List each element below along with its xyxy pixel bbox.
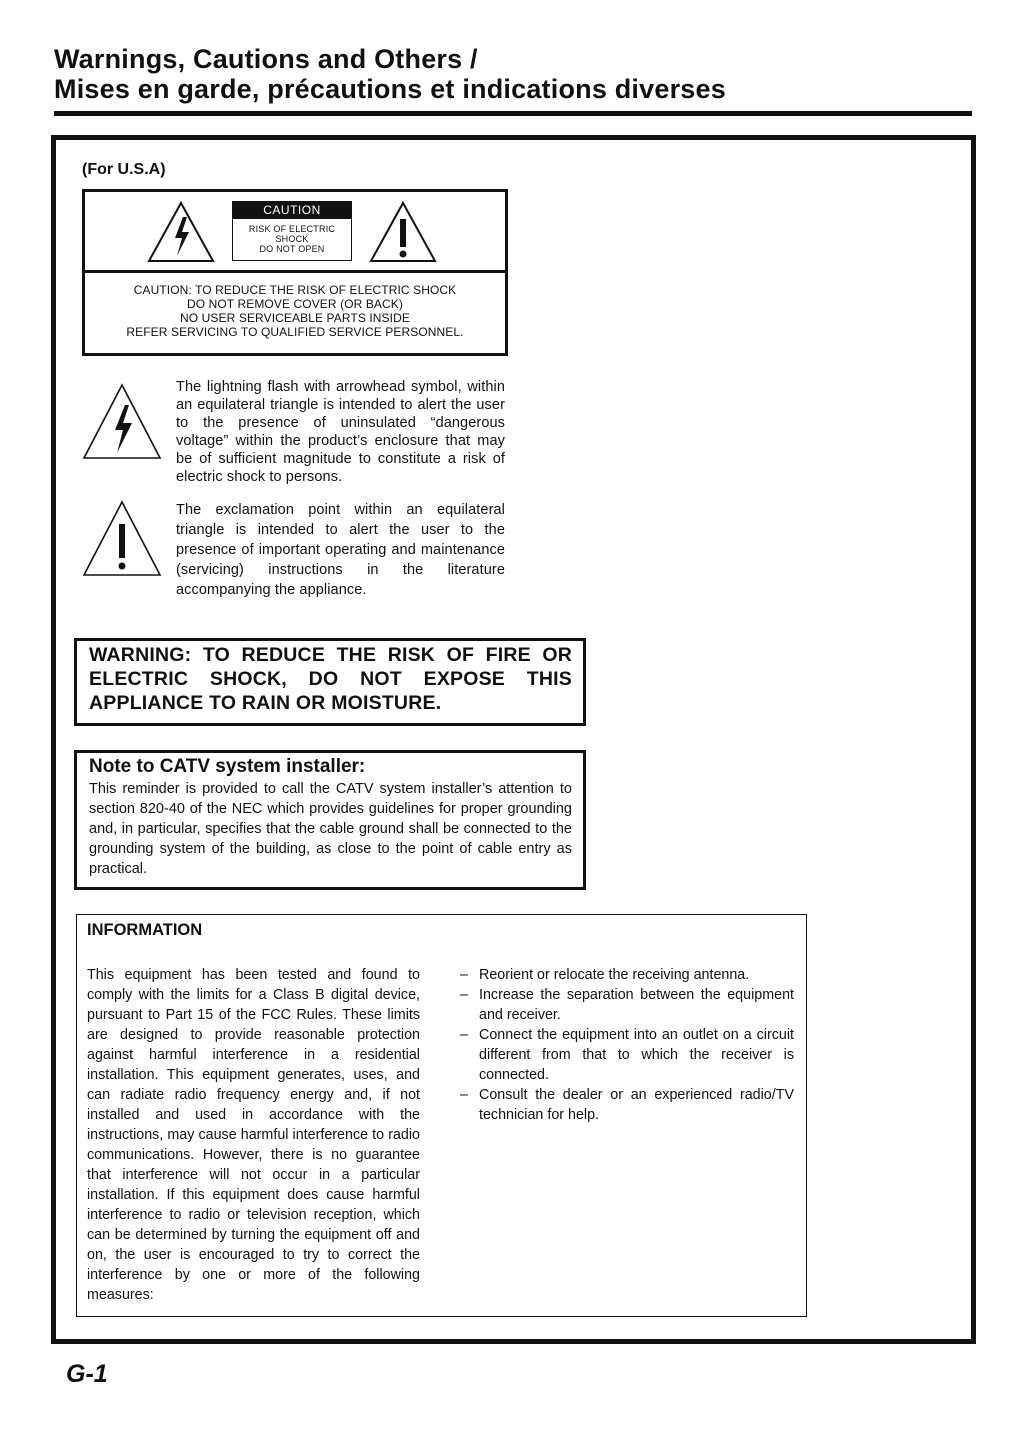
caution-label-divider bbox=[85, 270, 505, 273]
catv-note-heading: Note to CATV system installer: bbox=[89, 756, 366, 777]
lightning-symbol-icon bbox=[82, 383, 162, 461]
measure-dash: – bbox=[460, 1027, 468, 1043]
for-usa-label: (For U.S.A) bbox=[82, 161, 166, 178]
caution-instruction-line: NO USER SERVICEABLE PARTS INSIDE bbox=[180, 311, 410, 325]
information-measures bbox=[460, 965, 794, 1125]
page-title-line-english: Warnings, Cautions and Others / bbox=[54, 44, 478, 74]
caution-instruction-line: REFER SERVICING TO QUALIFIED SERVICE PERSONNEL. bbox=[126, 325, 464, 339]
page-title bbox=[54, 44, 726, 104]
page-number: G-1 bbox=[66, 1360, 108, 1388]
information-heading: INFORMATION bbox=[87, 921, 203, 939]
page-title-line-french: Mises en garde, précautions et indications diverses bbox=[54, 74, 726, 104]
information-body: This equipment has been tested and found to comply with the limits for a Class B digital device, pursuant to Part 15 of the FCC Rules. These limits are designed to provide reasonable protection against harmful interference in a residential installation. This equipment generates, uses, and can radiate radio frequency energy and, if not installed and used in accordance with the instructions, may cause harmful interference to radio communications. However, there is no guarantee that interference will not occur in a particular installation. If this equipment does cause harmful interference to radio or television reception, which can be determined by turning the equipment off and on, the user is encouraged to try to correct the interference by one or more of the following measures: bbox=[87, 967, 420, 1303]
caution-sticker-heading: CAUTION bbox=[233, 202, 351, 219]
measure-item bbox=[460, 965, 794, 985]
measure-item bbox=[460, 1085, 794, 1125]
lightning-warning-icon bbox=[146, 200, 216, 264]
measure-dash: – bbox=[460, 1087, 468, 1103]
catv-note-text: This reminder is provided to call the CATV system installer’s attention to section 820-40 of the NEC which provides guidelines for proper grounding and, in particular, specifies that the cable ground shall be connected to the grounding system of the building, as close to the point of cable entry as practical. bbox=[89, 781, 572, 877]
measure-text: Consult the dealer or an experienced radio/TV technician for help. bbox=[479, 1087, 794, 1123]
caution-sticker-line: RISK OF ELECTRIC bbox=[248, 224, 336, 234]
caution-sticker bbox=[232, 201, 352, 261]
caution-sticker-line: DO NOT OPEN bbox=[259, 244, 325, 254]
caution-sticker-line: SHOCK bbox=[275, 234, 309, 244]
exclamation-warning-icon bbox=[368, 200, 438, 264]
warning-text: WARNING: TO REDUCE THE RISK OF FIRE OR ELECTRIC SHOCK, DO NOT EXPOSE THIS APPLIANCE TO RAIN OR MOISTURE. bbox=[89, 644, 572, 714]
measure-text: Connect the equipment into an outlet on a circuit different from that to which the receiver is connected. bbox=[479, 1027, 794, 1083]
exclamation-symbol-description: The exclamation point within an equilateral triangle is intended to alert the user to the presence of important operating and maintenance (servicing) instructions in the literature accompanying the appliance. bbox=[176, 502, 505, 598]
caution-instruction-line: CAUTION: TO REDUCE THE RISK OF ELECTRIC SHOCK bbox=[133, 283, 457, 297]
measure-item bbox=[460, 1025, 794, 1085]
caution-instruction-line: DO NOT REMOVE COVER (OR BACK) bbox=[186, 297, 404, 311]
title-rule bbox=[54, 111, 972, 116]
measure-dash: – bbox=[460, 967, 468, 983]
exclamation-symbol-icon bbox=[82, 500, 162, 578]
measure-dash: – bbox=[460, 987, 468, 1003]
measure-text: Increase the separation between the equipment and receiver. bbox=[479, 987, 794, 1023]
caution-instructions bbox=[88, 283, 502, 339]
caution-sticker-body bbox=[233, 219, 351, 254]
lightning-symbol-description: The lightning flash with arrowhead symbol, within an equilateral triangle is intended to alert the user to the presence of uninsulated “dangerous voltage” within the product’s enclosure that may be of sufficient magnitude to constitute a risk of electric shock to persons. bbox=[176, 379, 505, 485]
measure-item bbox=[460, 985, 794, 1025]
measure-text: Reorient or relocate the receiving antenna. bbox=[479, 967, 750, 983]
